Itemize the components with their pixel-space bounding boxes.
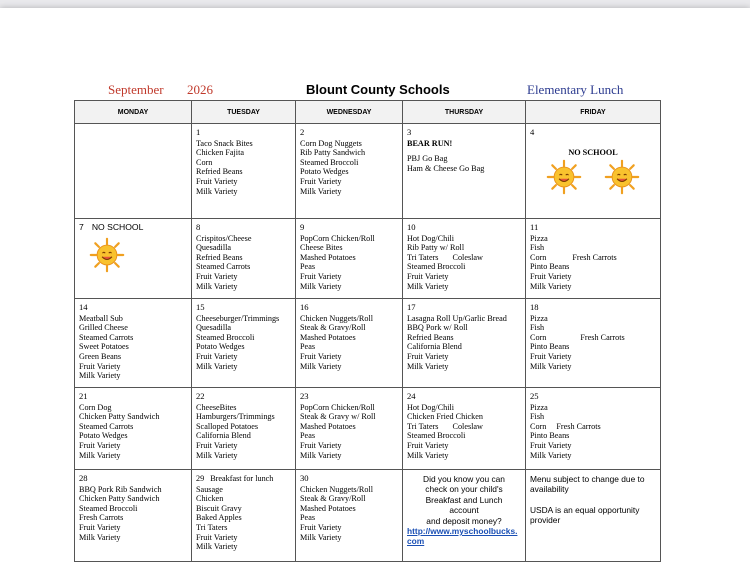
day-number: 16 xyxy=(300,302,309,312)
menu-item: Steamed Carrots xyxy=(79,421,134,431)
menu-item: Chicken Nuggets/Roll xyxy=(300,313,373,323)
menu-item: Tri Taters xyxy=(407,421,439,431)
menu-item: Milk Variety xyxy=(79,450,121,460)
day-cell-empty xyxy=(75,124,192,219)
day-cell xyxy=(403,219,526,299)
no-school-label: NO SCHOOL xyxy=(568,147,618,157)
menu-item: Rib Patty w/ Roll xyxy=(407,243,465,253)
menu-item: Steamed Carrots xyxy=(196,262,251,272)
menu-item: Milk Variety xyxy=(79,371,121,381)
menu-item: Fruit Variety xyxy=(196,532,238,542)
lunch-calendar xyxy=(74,100,661,562)
menu-item: Steamed Carrots xyxy=(79,332,134,342)
menu-item: Milk Variety xyxy=(530,361,572,371)
info-text: and deposit money? xyxy=(426,515,502,526)
menu-item: Milk Variety xyxy=(300,186,342,196)
menu-item: Lasagna Roll Up/Garlic Bread xyxy=(407,313,507,323)
menu-item: Milk Variety xyxy=(196,361,238,371)
day-number: 10 xyxy=(407,222,416,232)
day-number: 28 xyxy=(79,473,88,483)
menu-item: Fresh Carrots xyxy=(572,252,617,262)
menu-item: Fish xyxy=(530,243,545,253)
menu-item: Tri Taters xyxy=(407,252,439,262)
menu-item: Corn Dog Nuggets xyxy=(300,138,362,148)
info-text: Did you know you can xyxy=(423,474,505,484)
account-info-cell xyxy=(403,470,526,562)
day-number: 21 xyxy=(79,391,88,401)
day-cell xyxy=(75,219,192,299)
menu-item: Fruit Variety xyxy=(530,271,572,281)
menu-item: Fresh Carrots xyxy=(79,513,124,523)
menu-item: Milk Variety xyxy=(196,186,238,196)
day-number: 29 xyxy=(196,474,205,483)
day-cell xyxy=(296,388,403,470)
menu-item: Milk Variety xyxy=(300,532,342,542)
menu-item: Tri Taters xyxy=(196,522,228,532)
day-cell xyxy=(75,299,192,388)
event-label: BEAR RUN! xyxy=(407,138,453,148)
menu-item: Pizza xyxy=(530,402,548,412)
info-text: account xyxy=(449,505,479,516)
menu-item: Steamed Broccoli xyxy=(196,332,255,342)
menu-item: Chicken Nuggets/Roll xyxy=(300,484,373,494)
day-number: 18 xyxy=(530,302,539,312)
menu-item: Mashed Potatoes xyxy=(300,252,356,262)
menu-item: Refried Beans xyxy=(196,252,243,262)
month-label: September xyxy=(108,82,164,97)
menu-item: Corn xyxy=(196,157,213,167)
menu-item: Milk Variety xyxy=(407,450,449,460)
day-cell xyxy=(75,388,192,470)
menu-item: Pinto Beans xyxy=(530,431,570,441)
notes-cell xyxy=(526,470,661,562)
menu-item: Sausage xyxy=(196,484,223,494)
day-cell xyxy=(403,124,526,219)
menu-item: BBQ Pork Rib Sandwich xyxy=(79,484,162,494)
menu-item: Fruit Variety xyxy=(79,522,121,532)
menu-item: Cheese Bites xyxy=(300,243,343,253)
menu-item: PopCorn Chicken/Roll xyxy=(300,402,375,412)
day-number: 1 xyxy=(196,127,201,137)
menu-item: Fruit Variety xyxy=(196,271,238,281)
day-number: 9 xyxy=(300,222,305,232)
menu-item: Fruit Variety xyxy=(300,176,342,186)
day-number: 2 xyxy=(300,127,305,137)
menu-item: Milk Variety xyxy=(196,450,238,460)
menu-item: Meatball Sub xyxy=(79,313,123,323)
menu-item: California Blend xyxy=(196,431,251,441)
header-wednesday: WEDNESDAY xyxy=(296,101,403,124)
info-text: Breakfast and Lunch xyxy=(425,494,503,505)
menu-item: Milk Variety xyxy=(407,361,449,371)
no-school-label: NO SCHOOL xyxy=(91,222,144,232)
menu-item: Fruit Variety xyxy=(300,271,342,281)
day-cell xyxy=(526,299,661,388)
menu-item: Steamed Broccoli xyxy=(407,431,466,441)
menu-item: Milk Variety xyxy=(530,450,572,460)
menu-item: Quesadilla xyxy=(196,323,232,333)
menu-item: BBQ Pork w/ Roll xyxy=(407,323,468,333)
day-number: 15 xyxy=(196,302,205,312)
myschoolbucks-link[interactable]: http://www.myschoolbucks.com xyxy=(407,526,518,547)
day-number: 25 xyxy=(530,391,539,401)
menu-item: Refried Beans xyxy=(407,332,454,342)
menu-item: Hamburgers/Trimmings xyxy=(196,412,275,422)
day-cell xyxy=(403,299,526,388)
menu-item: Refried Beans xyxy=(196,167,243,177)
menu-item: CheeseBites xyxy=(196,402,237,412)
day-number: 24 xyxy=(407,391,416,401)
menu-item: Peas xyxy=(300,513,316,523)
menu-item: Milk Variety xyxy=(300,450,342,460)
menu-item: Fruit Variety xyxy=(300,522,342,532)
day-number: 8 xyxy=(196,222,201,232)
menu-item: Fruit Variety xyxy=(79,361,121,371)
menu-item: Peas xyxy=(300,262,316,272)
menu-item: Chicken Patty Sandwich xyxy=(79,412,160,422)
header-monday: MONDAY xyxy=(75,101,192,124)
day-number: 14 xyxy=(79,302,88,312)
day-cell xyxy=(192,470,296,562)
menu-item: Pinto Beans xyxy=(530,342,570,352)
day-cell xyxy=(296,124,403,219)
menu-item: Fruit Variety xyxy=(196,176,238,186)
menu-item: Corn xyxy=(530,332,547,342)
menu-item: Milk Variety xyxy=(300,281,342,291)
menu-item: Potato Wedges xyxy=(300,167,349,177)
day-number: 11 xyxy=(530,222,539,232)
day-number: 17 xyxy=(407,302,416,312)
header-thursday: THURSDAY xyxy=(403,101,526,124)
menu-item: Fish xyxy=(530,323,545,333)
info-text: check on your child's xyxy=(425,484,503,495)
menu-item: Corn xyxy=(530,421,547,431)
menu-item: Milk Variety xyxy=(196,542,238,552)
menu-item: Potato Wedges xyxy=(79,431,128,441)
menu-item: Coleslaw xyxy=(452,421,483,431)
menu-item: Fruit Variety xyxy=(407,440,449,450)
menu-item: Pinto Beans xyxy=(530,262,570,272)
menu-item: Fish xyxy=(530,412,545,422)
day-cell xyxy=(526,388,661,470)
menu-item: Sweet Potatoes xyxy=(79,342,129,352)
menu-item: Hot Dog/Chili xyxy=(407,233,455,243)
day-number: 7 xyxy=(79,222,84,232)
menu-item: Fresh Carrots xyxy=(556,421,601,431)
menu-item: Steak & Gravy/Roll xyxy=(300,494,366,504)
day-number: 22 xyxy=(196,391,205,401)
menu-item: Fruit Variety xyxy=(196,351,238,361)
menu-item: Fresh Carrots xyxy=(580,332,625,342)
day-cell xyxy=(526,124,661,219)
menu-item: Steamed Broccoli xyxy=(79,503,138,513)
day-cell xyxy=(403,388,526,470)
menu-change-note: Menu subject to change due to availability xyxy=(530,474,645,495)
menu-item: Milk Variety xyxy=(407,281,449,291)
day-cell xyxy=(192,299,296,388)
menu-item: Pizza xyxy=(530,313,548,323)
header-tuesday: TUESDAY xyxy=(192,101,296,124)
menu-item: Rib Patty Sandwich xyxy=(300,148,366,158)
day-cell xyxy=(296,299,403,388)
header-friday: FRIDAY xyxy=(526,101,661,124)
menu-item: Chicken xyxy=(196,494,224,504)
day-number: 23 xyxy=(300,391,309,401)
menu-item: Ham & Cheese Go Bag xyxy=(407,163,485,173)
menu-item: Green Beans xyxy=(79,351,122,361)
menu-item: Peas xyxy=(300,431,316,441)
menu-item: Crispitos/Cheese xyxy=(196,233,252,243)
day-cell xyxy=(75,470,192,562)
day-cell xyxy=(296,470,403,562)
menu-item: Peas xyxy=(300,342,316,352)
menu-item: Chicken Patty Sandwich xyxy=(79,494,160,504)
menu-item: Fruit Variety xyxy=(530,351,572,361)
menu-item: Fruit Variety xyxy=(196,440,238,450)
menu-item: Milk Variety xyxy=(300,361,342,371)
menu-item: Steamed Broccoli xyxy=(300,157,359,167)
smiling-sun-icon xyxy=(604,159,640,195)
menu-item: Fruit Variety xyxy=(530,440,572,450)
menu-item: Steak & Gravy w/ Roll xyxy=(300,412,376,422)
menu-item: Cheeseburger/Trimmings xyxy=(196,313,280,323)
menu-item: Mashed Potatoes xyxy=(300,421,356,431)
smiling-sun-icon xyxy=(546,159,582,195)
menu-item: Milk Variety xyxy=(530,281,572,291)
menu-title: Elementary Lunch xyxy=(527,82,624,97)
menu-item: Fruit Variety xyxy=(407,351,449,361)
menu-item: Potato Wedges xyxy=(196,342,245,352)
menu-item: Milk Variety xyxy=(79,532,121,542)
menu-item: Biscuit Gravy xyxy=(196,503,242,513)
menu-item: Grilled Cheese xyxy=(79,323,128,333)
day-cell xyxy=(296,219,403,299)
menu-item: Pizza xyxy=(530,233,548,243)
day-cell xyxy=(192,388,296,470)
menu-item: Chicken Fajita xyxy=(196,148,244,158)
menu-item: Fruit Variety xyxy=(407,271,449,281)
menu-item: Fruit Variety xyxy=(300,440,342,450)
menu-item: Milk Variety xyxy=(196,281,238,291)
menu-item: PopCorn Chicken/Roll xyxy=(300,233,375,243)
menu-item: Fruit Variety xyxy=(300,351,342,361)
menu-item: Steamed Broccoli xyxy=(407,262,466,272)
menu-item: Mashed Potatoes xyxy=(300,332,356,342)
menu-item: Quesadilla xyxy=(196,243,232,253)
menu-item: Chicken Fried Chicken xyxy=(407,412,483,422)
menu-item: Scalloped Potatoes xyxy=(196,421,259,431)
school-title: Blount County Schools xyxy=(306,82,450,97)
day-number: 30 xyxy=(300,473,309,483)
menu-item: Steak & Gravy/Roll xyxy=(300,323,366,333)
day-cell xyxy=(192,219,296,299)
menu-item: Corn xyxy=(530,252,547,262)
menu-item: California Blend xyxy=(407,342,462,352)
menu-item: Corn Dog xyxy=(79,402,112,412)
day-cell xyxy=(192,124,296,219)
day-number: 4 xyxy=(530,127,535,137)
day-number: 3 xyxy=(407,127,412,137)
menu-item: PBJ Go Bag xyxy=(407,154,448,164)
menu-item: Baked Apples xyxy=(196,513,242,523)
year-label: 2026 xyxy=(187,82,213,97)
smiling-sun-icon xyxy=(89,237,125,273)
event-label: Breakfast for lunch xyxy=(210,474,274,483)
menu-item: Fruit Variety xyxy=(79,440,121,450)
usda-note: USDA is an equal opportunity provider xyxy=(530,504,640,526)
menu-item: Mashed Potatoes xyxy=(300,503,356,513)
day-cell xyxy=(526,219,661,299)
menu-item: Taco Snack Bites xyxy=(196,138,253,148)
menu-item: Hot Dog/Chili xyxy=(407,402,455,412)
menu-item: Coleslaw xyxy=(452,252,483,262)
